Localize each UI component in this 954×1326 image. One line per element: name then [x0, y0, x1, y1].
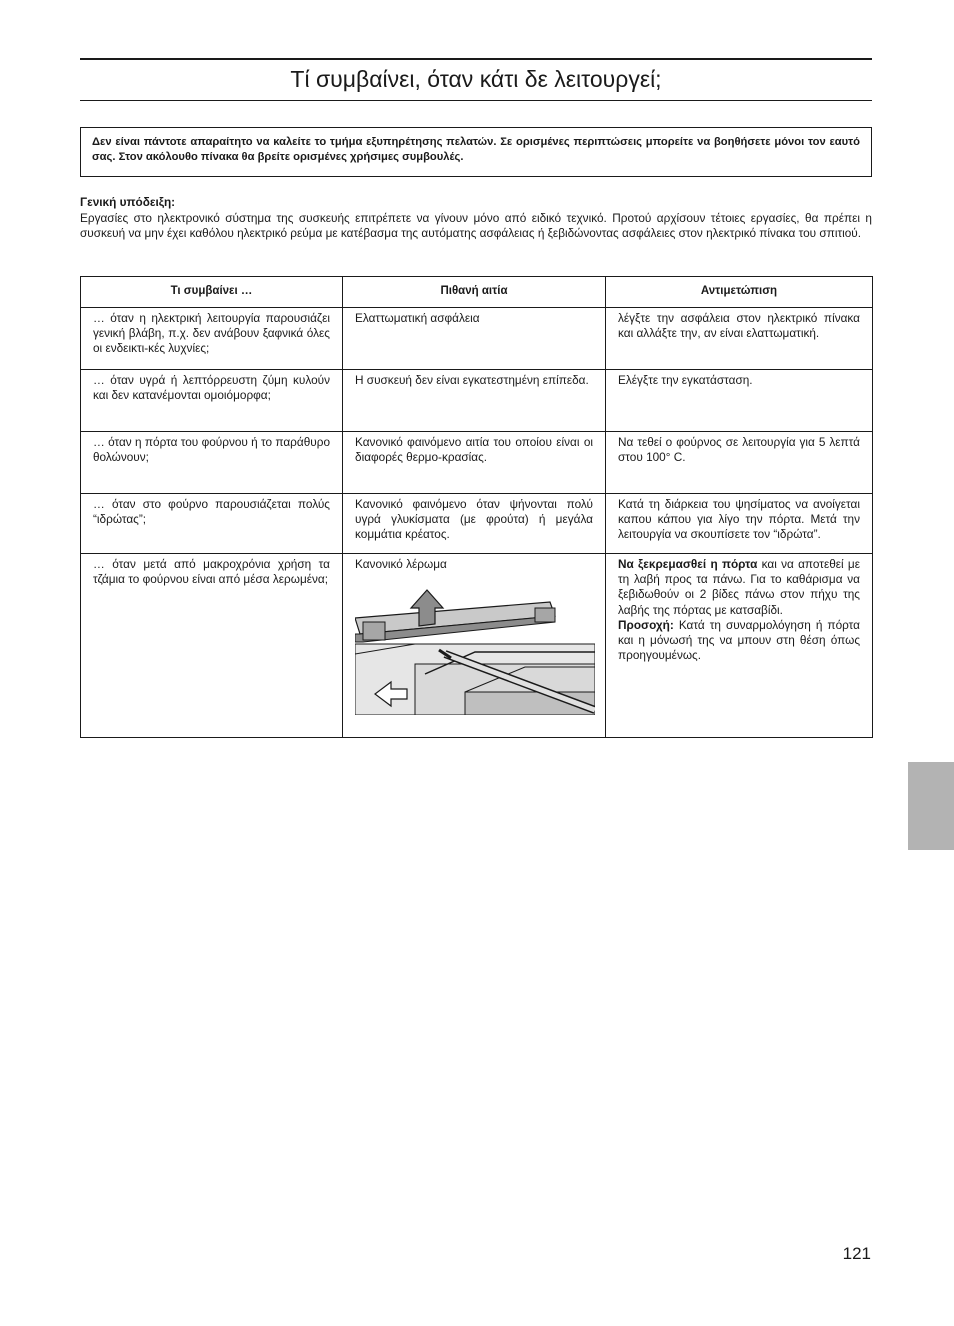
table-header-row	[81, 277, 873, 308]
table-row	[81, 554, 873, 738]
troubleshooting-table	[80, 276, 873, 738]
title-bar	[80, 58, 872, 101]
row-what: … όταν υγρά ή λεπτόρρευστη ζύμη κυλούν και δεν κατανέμονται ομοιόμορφα;	[81, 370, 343, 432]
table-row	[81, 432, 873, 494]
general-note	[80, 195, 872, 242]
page-title: Tί συμβαίνει, όταν κάτι δε λειτουργεί;	[290, 66, 662, 92]
oven-door-removal-illustration	[355, 582, 595, 715]
header-solution: Αντιμετώπιση	[606, 277, 873, 308]
row-cause-with-illustration	[343, 554, 606, 738]
caution-label: Προσοχή:	[618, 617, 674, 632]
row-cause: Ελαττωματική ασφάλεια	[343, 308, 606, 370]
row-solution: Να τεθεί ο φούρνος σε λειτουργία για 5 λεπτά στου 100° C.	[606, 432, 873, 494]
row-cause: Κανονικό φαινόμενο αιτία του οποίου είναι οι διαφορές θερμο-κρασίας.	[343, 432, 606, 494]
row-solution	[606, 554, 873, 738]
row-what: … όταν η πόρτα του φούρνου ή το παράθυρο θολώνουν;	[81, 432, 343, 494]
row-solution: Κατά τη διάρκεια του ψησίματος να ανοίγεται καπου κάπου για λίγο την πόρτα. Μετά την λειτουργία να σκουπίσετε τον “ιδρώτα”.	[606, 494, 873, 554]
row-cause: Κανονικό φαινόμενο όταν ψήνονται πολύ υγρά γλυκίσματα (με φρούτα) ή μεγάλα κομμάτια κρέατος.	[343, 494, 606, 554]
header-what: Τι συμβαίνει …	[81, 277, 343, 308]
page-number: 121	[842, 1244, 871, 1263]
section-tab	[908, 762, 954, 850]
row-solution: Ελέγξτε την εγκατάσταση.	[606, 370, 873, 432]
caution-text: Κατά τη συναρμολόγηση ή πόρτα και η μόνωσή της να μπουν στη θέση όπως προηγουμένως.	[618, 617, 860, 663]
solution-text: και να αποτεθεί με τη λαβή προς τα πάνω. Για το καθάρισμα να ξεβιδωθούν οι 2 βίδες πάνω στον πήχυ της λαβής της πόρτας με κατσαβίδι.	[618, 557, 860, 617]
note-heading: Γενική υπόδειξη:	[80, 195, 176, 209]
header-cause: Πιθανή αιτία	[343, 277, 606, 308]
row-cause: Κανονικό λέρωμα	[355, 557, 447, 571]
row-cause: Η συσκευή δεν είναι εγκατεστημένη επίπεδα.	[343, 370, 606, 432]
row-solution: λέγξτε την ασφάλεια στον ηλεκτρικό πίνακα και αλλάξτε την, αν είναι ελαττωματική.	[606, 308, 873, 370]
row-what: … όταν μετά από μακροχρόνια χρήση τα τζάμια το φούρνου είναι από μέσα λερωμένα;	[81, 554, 343, 738]
table-row	[81, 308, 873, 370]
intro-box: Δεν είναι πάντοτε απαραίτητο να καλείτε το τμήμα εξυπηρέτησης πελατών. Σε ορισμένες περιπτώσεις μπορείτε να βοηθήσετε μόνοι τον εαυτό σας. Στον ακόλουθο πίνακα θα βρείτε ορισμένες χρήσιμες συμβουλές.	[80, 127, 872, 177]
row-what: … όταν η ηλεκτρική λειτουργία παρουσιάζει γενική βλάβη, π.χ. δεν ανάβουν ξαφνικά όλες οι ενδεικτι-κές λυχνίες;	[81, 308, 343, 370]
note-body: Εργασίες στο ηλεκτρονικό σύστημα της συσκευής επιτρέπετε να γίνουν μόνο από ειδικό τεχνικό. Προτού αρχίσουν τέτοιες εργασίες, θα πρέπει η συσκευή να μην έχει καθόλου ηλεκτρικό ρεύμα με κατέβασμα της αυτόματης ασφάλειας ή ξεβιδώνοντας ασφάλειες στον ηλεκτρικό πίνακα του σπιτιού.	[80, 210, 872, 241]
row-what: … όταν στο φούρνο παρουσιάζεται πολύς “ιδρώτας”;	[81, 494, 343, 554]
table-row	[81, 494, 873, 554]
solution-emphasis: Να ξεκρεμασθεί η πόρτα	[618, 557, 758, 571]
table-row	[81, 370, 873, 432]
